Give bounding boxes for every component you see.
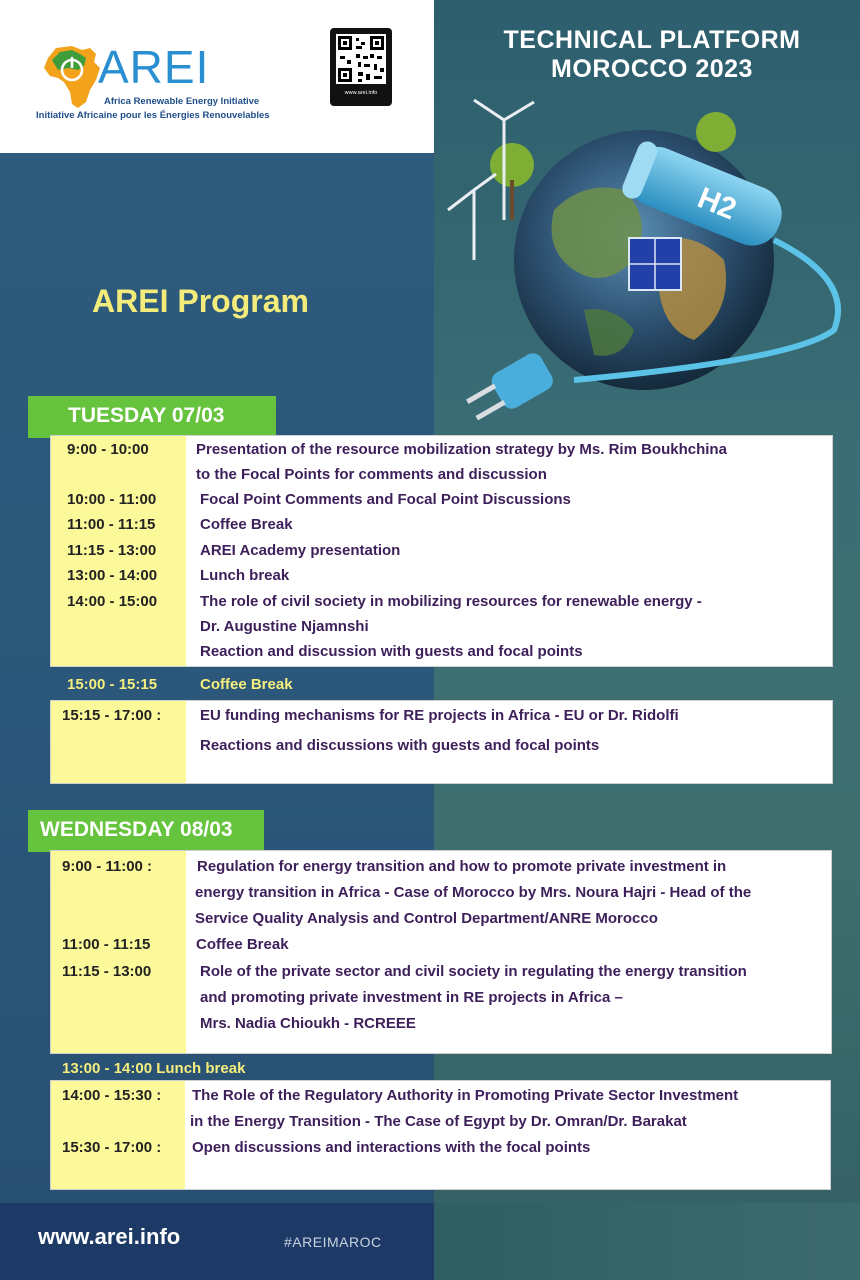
session-time: 14:00 - 15:00 [67, 593, 158, 610]
session-title: EU funding mechanisms for RE projects in Africa - EU or Dr. Ridolfi [200, 707, 679, 724]
qr-code[interactable] [330, 28, 392, 106]
session-title: Reactions and discussions with guests and focal points [200, 737, 600, 754]
session-time: 15:30 - 17:00 : [62, 1139, 162, 1156]
session-title: Mrs. Nadia Chioukh - RCREEE [200, 1015, 416, 1032]
session-time: 11:00 - 11:15 [67, 516, 156, 533]
session-title: energy transition in Africa - Case of Morocco by Mrs. Noura Hajri - Head of the [195, 884, 752, 901]
session-time: 14:00 - 15:30 : [62, 1087, 162, 1104]
session-title: in the Energy Transition - The Case of Egypt by Dr. Omran/Dr. Barakat [190, 1113, 687, 1130]
session-title: The role of civil society in mobilizing resources for renewable energy - [200, 593, 702, 610]
session-title: AREI Academy presentation [200, 542, 401, 559]
session-time: 11:15 - 13:00 [67, 542, 157, 559]
svg-text:H2: H2 [692, 181, 741, 227]
session-time: 11:15 - 13:00 [62, 963, 152, 980]
qr-code-icon [336, 34, 386, 84]
platform-title [452, 26, 852, 84]
platform-title-line2: MOROCCO 2023 [551, 55, 753, 83]
session-time: 11:00 - 11:15 [62, 936, 151, 953]
break-label: Coffee Break [200, 676, 293, 693]
logo-tagline-en: Africa Renewable Energy Initiative [104, 96, 260, 107]
session-title: Dr. Augustine Njamnshi [200, 618, 369, 635]
session-title: to the Focal Points for comments and discussion [196, 466, 547, 483]
session-title: Service Quality Analysis and Control Department/ANRE Morocco [195, 910, 658, 927]
day-label-wednesday: WEDNESDAY 08/03 [28, 810, 264, 852]
session-title: Lunch break [200, 567, 290, 584]
session-title: Regulation for energy transition and how to promote private investment in [197, 858, 727, 875]
session-title: Reaction and discussion with guests and focal points [200, 643, 583, 660]
session-time: 13:00 - 14:00 [67, 567, 158, 584]
header-logo-area [0, 0, 434, 153]
day-label-tuesday: TUESDAY 07/03 [28, 396, 276, 438]
session-title: Presentation of the resource mobilization strategy by Ms. Rim Boukhchina [196, 441, 727, 458]
break-time: 15:00 - 15:15 [67, 676, 158, 693]
lunch-break-row: 13:00 - 14:00 Lunch break [62, 1060, 246, 1077]
session-time: 9:00 - 11:00 : [62, 858, 153, 875]
footer-website-link[interactable]: www.arei.info [38, 1224, 181, 1249]
session-title: and promoting private investment in RE projects in Africa – [200, 989, 623, 1006]
session-title: Coffee Break [196, 936, 289, 953]
wednesday-schedule-block1 [50, 850, 832, 1054]
footer-bar-right [434, 1203, 860, 1280]
energy-globe-illustration [434, 90, 860, 420]
session-title: Role of the private sector and civil society in regulating the energy transition [200, 963, 747, 980]
session-title: Open discussions and interactions with the focal points [192, 1139, 591, 1156]
session-title: The Role of the Regulatory Authority in Promoting Private Sector Investment [192, 1087, 739, 1104]
platform-title-line1: TECHNICAL PLATFORM [503, 26, 801, 54]
logo-tagline-fr: Initiative Africaine pour les Énergies Renouvelables [36, 110, 270, 121]
logo-wordmark: AREI [98, 41, 210, 93]
qr-caption: www.arei.info [344, 90, 378, 96]
session-title: Focal Point Comments and Focal Point Discussions [200, 491, 571, 508]
session-title: Coffee Break [200, 516, 293, 533]
program-title: AREI Program [92, 283, 309, 319]
session-time: 15:15 - 17:00 : [62, 707, 162, 724]
session-time: 10:00 - 11:00 [67, 491, 157, 508]
footer-hashtag: #AREIMAROC [284, 1234, 382, 1250]
session-time: 9:00 - 10:00 [67, 441, 149, 458]
